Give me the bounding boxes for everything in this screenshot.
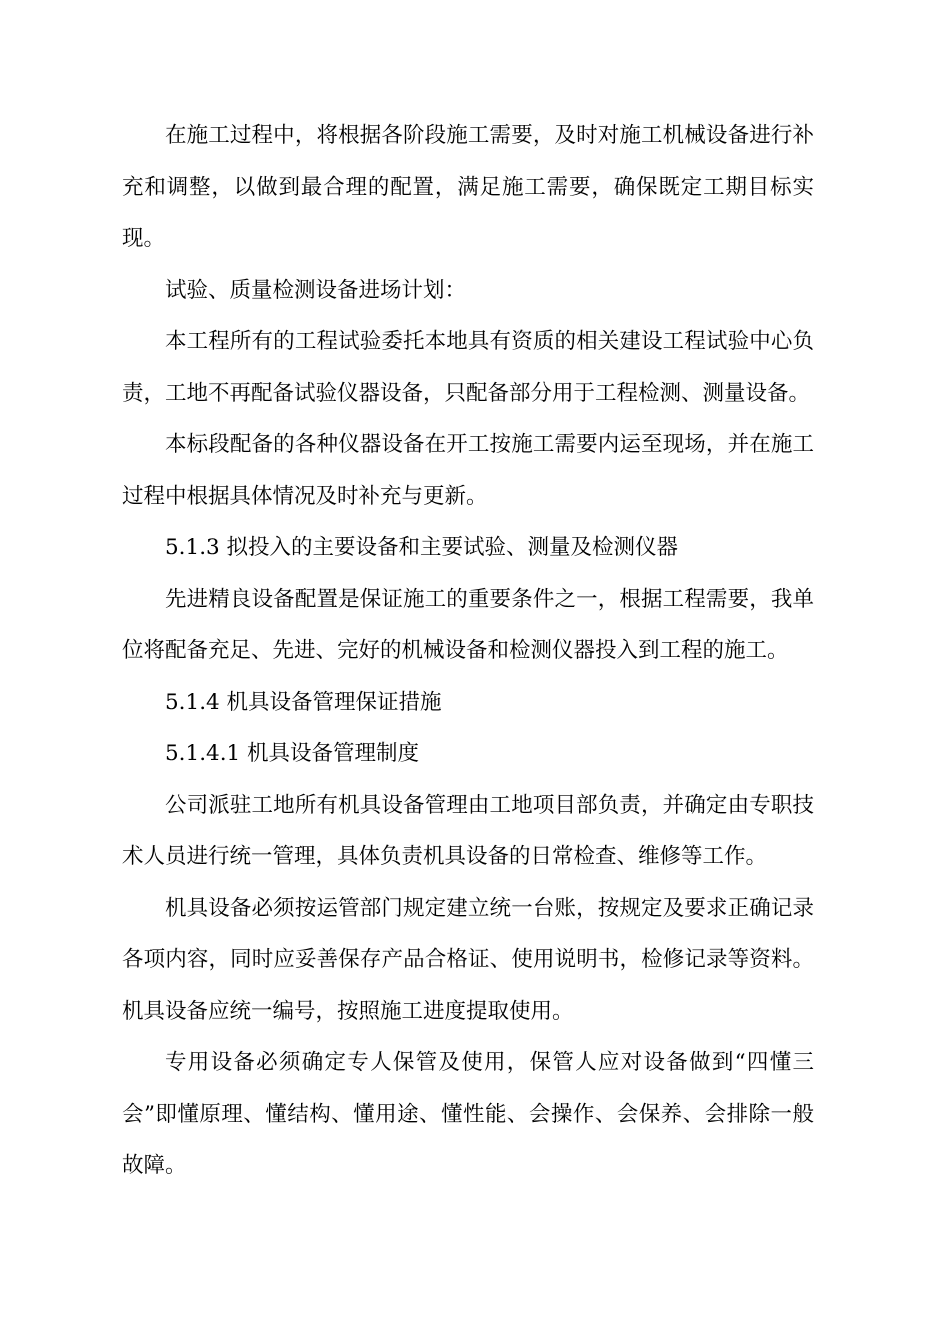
paragraph-instrument-delivery: 本标段配备的各种仪器设备在开工按施工需要内运至现场，并在施工过程中根据具体情况及时补充与更新。 — [122, 432, 814, 509]
paragraph-equipment-ledger: 机具设备必须按运管部门规定建立统一台账，按规定及要求正确记录各项内容，同时应妥善保存产品合格证、使用说明书，检修记录等资料。机具设备应统一编号，按照施工进度提取使用。 — [122, 895, 814, 1024]
paragraph-advanced-equipment: 先进精良设备配置是保证施工的重要条件之一，根据工程需要，我单位将配备充足、先进、完好的机械设备和检测仪器投入到工程的施工。 — [122, 586, 814, 663]
section-heading-5-1-3: 5.1.3 拟投入的主要设备和主要试验、测量及检测仪器 — [165, 535, 679, 560]
section-heading-5-1-4: 5.1.4 机具设备管理保证措施 — [165, 689, 442, 715]
document-body — [122, 110, 814, 1192]
paragraph-test-outsourcing: 本工程所有的工程试验委托本地具有资质的相关建设工程试验中心负责，工地不再配备试验仪器设备，只配备部分用于工程检测、测量设备。 — [122, 329, 814, 406]
paragraph-equipment-adjustment: 在施工过程中，将根据各阶段施工需要，及时对施工机械设备进行补充和调整，以做到最合理的配置，满足施工需要，确保既定工期目标实现。 — [122, 123, 814, 251]
paragraph-management-responsibility: 公司派驻工地所有机具设备管理由工地项目部负责，并确定由专职技术人员进行统一管理，具体负责机具设备的日常检查、维修等工作。 — [122, 792, 814, 869]
paragraph-test-equipment-plan-heading: 试验、质量检测设备进场计划： — [165, 277, 467, 303]
paragraph-dedicated-custody: 专用设备必须确定专人保管及使用，保管人应对设备做到“四懂三会”即懂原理、懂结构、懂用途、懂性能、会操作、会保养、会排除一般故障。 — [122, 1050, 814, 1178]
section-heading-5-1-4-1: 5.1.4.1 机具设备管理制度 — [165, 741, 420, 766]
